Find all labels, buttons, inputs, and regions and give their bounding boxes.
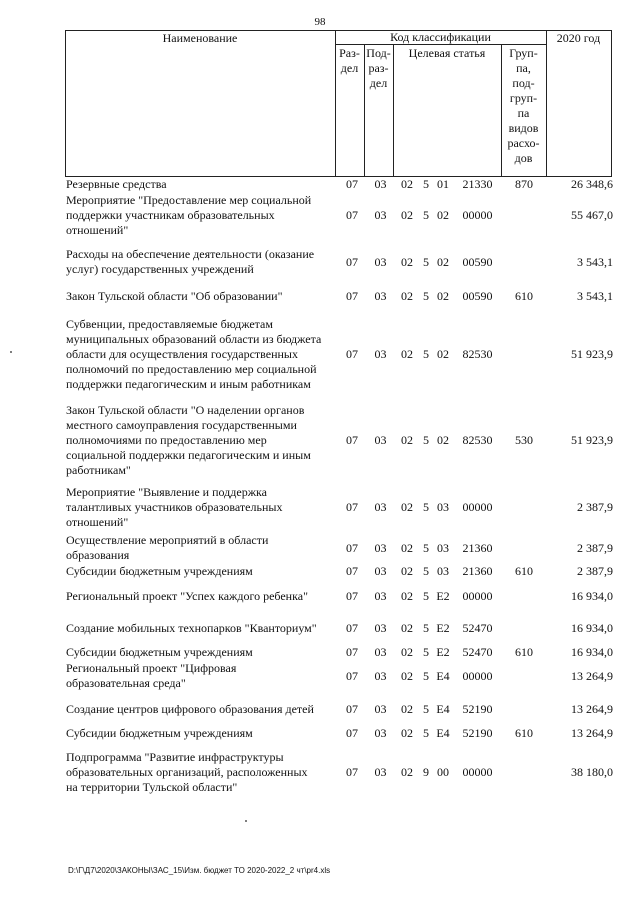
row-podrazdel: 03 (374, 669, 387, 683)
row-podrazdel: 03 (374, 433, 387, 447)
row-podrazdel: 03 (374, 726, 387, 740)
row-razdel: 07 (346, 726, 358, 740)
row-cs3: E2 (436, 645, 450, 659)
table-header (65, 30, 612, 176)
row-vr: 610 (515, 645, 533, 659)
row-amount: 16 934,0 (571, 621, 613, 635)
row-name: Региональный проект "Успех каждого ребенка" (66, 589, 308, 603)
row-cs4: 00000 (462, 669, 493, 683)
row-cs2: 5 (423, 645, 429, 659)
row-cs1: 02 (401, 289, 413, 303)
row-razdel: 07 (346, 589, 358, 603)
scan-speck (10, 351, 12, 353)
row-podrazdel: 03 (374, 500, 387, 514)
row-podrazdel: 03 (374, 702, 387, 716)
header-code-group: Код классификации (390, 30, 491, 44)
row-name: Региональный проект "Цифровая образовательная среда" (66, 661, 237, 690)
page-number: 98 (314, 16, 326, 28)
row-cs1: 02 (401, 347, 413, 361)
row-cs1: 02 (401, 541, 413, 555)
row-podrazdel: 03 (374, 289, 387, 303)
row-amount: 2 387,9 (577, 541, 613, 555)
row-name: Создание центров цифрового образования детей (66, 702, 314, 716)
row-cs4: 82530 (462, 433, 493, 447)
header-target-article: Целевая статья (408, 46, 486, 60)
row-cs3: 02 (437, 347, 449, 361)
row-cs1: 02 (401, 500, 413, 514)
row-cs3: 02 (437, 255, 449, 269)
row-cs4: 00590 (462, 255, 493, 269)
row-cs1: 02 (401, 726, 413, 740)
row-cs3: 03 (437, 500, 449, 514)
row-cs2: 5 (423, 621, 429, 635)
row-razdel: 07 (346, 500, 358, 514)
row-podrazdel: 03 (374, 208, 387, 222)
row-cs1: 02 (401, 621, 413, 635)
row-amount: 51 923,9 (571, 347, 613, 361)
row-cs2: 5 (423, 347, 429, 361)
row-name: Осуществление мероприятий в области образования (66, 533, 269, 562)
row-vr: 610 (515, 289, 533, 303)
row-cs1: 02 (401, 765, 413, 779)
row-cs3: E4 (436, 702, 450, 716)
row-cs3: 03 (437, 541, 449, 555)
row-cs3: E2 (436, 621, 450, 635)
row-cs2: 5 (423, 589, 429, 603)
row-name: Мероприятие "Предоставление мер социальной поддержки участникам образовательных отношений" (66, 193, 312, 237)
row-amount: 13 264,9 (571, 702, 613, 716)
row-amount: 38 180,0 (571, 765, 613, 779)
row-amount: 51 923,9 (571, 433, 613, 447)
row-cs4: 21330 (462, 177, 493, 191)
row-cs2: 5 (423, 669, 429, 683)
row-cs4: 00000 (462, 765, 493, 779)
row-cs2: 5 (423, 255, 429, 269)
row-razdel: 07 (346, 289, 358, 303)
row-amount: 3 543,1 (577, 289, 613, 303)
row-cs2: 5 (423, 433, 429, 447)
row-podrazdel: 03 (374, 541, 387, 555)
row-amount: 13 264,9 (571, 726, 613, 740)
row-name: Закон Тульской области "О наделении органов местного самоуправления государственными полномочиями по предоставлению мер социальной поддержки педагогическим и иным работникам" (66, 403, 311, 477)
row-podrazdel: 03 (374, 347, 387, 361)
row-razdel: 07 (346, 765, 358, 779)
row-podrazdel: 03 (374, 255, 387, 269)
row-cs4: 21360 (462, 564, 493, 578)
row-cs4: 00000 (462, 208, 493, 222)
row-amount: 55 467,0 (571, 208, 613, 222)
row-razdel: 07 (346, 541, 358, 555)
row-podrazdel: 03 (374, 177, 387, 191)
row-podrazdel: 03 (374, 765, 387, 779)
row-vr: 610 (515, 726, 533, 740)
row-cs2: 5 (423, 208, 429, 222)
file-path-footer: D:\Г\Д7\2020\ЗАКОНЫ\ЗАС_15\Изм. бюджет ТО 2020-2022_2 чт\pr4.xls (68, 866, 331, 875)
row-cs4: 52470 (462, 621, 493, 635)
row-cs1: 02 (401, 433, 413, 447)
row-razdel: 07 (346, 702, 358, 716)
row-cs3: E2 (436, 589, 450, 603)
row-cs1: 02 (401, 702, 413, 716)
scan-speck (245, 820, 247, 822)
row-cs2: 5 (423, 564, 429, 578)
row-amount: 16 934,0 (571, 645, 613, 659)
row-cs1: 02 (401, 208, 413, 222)
row-cs3: 03 (437, 564, 449, 578)
row-razdel: 07 (346, 621, 358, 635)
row-cs4: 52470 (462, 645, 493, 659)
row-cs1: 02 (401, 177, 413, 191)
row-podrazdel: 03 (374, 645, 387, 659)
row-razdel: 07 (346, 564, 358, 578)
row-razdel: 07 (346, 177, 358, 191)
row-vr: 610 (515, 564, 533, 578)
row-cs1: 02 (401, 255, 413, 269)
row-cs2: 5 (423, 289, 429, 303)
row-cs4: 00000 (462, 500, 493, 514)
row-amount: 16 934,0 (571, 589, 613, 603)
row-cs1: 02 (401, 645, 413, 659)
row-amount: 13 264,9 (571, 669, 613, 683)
row-name: Закон Тульской области "Об образовании" (66, 289, 283, 303)
row-cs4: 21360 (462, 541, 493, 555)
row-name: Подпрограмма "Развитие инфраструктуры образовательных организаций, расположенных на территории Тульской области" (66, 750, 308, 794)
row-cs2: 5 (423, 541, 429, 555)
row-cs4: 52190 (462, 726, 493, 740)
row-cs4: 52190 (462, 702, 493, 716)
row-cs3: 00 (437, 765, 449, 779)
row-podrazdel: 03 (374, 564, 387, 578)
row-cs4: 00000 (462, 589, 493, 603)
row-cs4: 00590 (462, 289, 493, 303)
row-cs2: 9 (423, 765, 429, 779)
row-amount: 2 387,9 (577, 500, 613, 514)
row-razdel: 07 (346, 433, 358, 447)
row-amount: 2 387,9 (577, 564, 613, 578)
row-razdel: 07 (346, 669, 358, 683)
row-name: Субсидии бюджетным учреждениям (66, 726, 253, 740)
row-podrazdel: 03 (374, 621, 387, 635)
row-amount: 26 348,6 (571, 177, 613, 191)
row-name: Создание мобильных технопарков "Кванториум" (66, 621, 317, 635)
row-cs3: 02 (437, 289, 449, 303)
row-razdel: 07 (346, 255, 358, 269)
row-cs1: 02 (401, 589, 413, 603)
row-amount: 3 543,1 (577, 255, 613, 269)
row-cs3: E4 (436, 669, 450, 683)
row-razdel: 07 (346, 347, 358, 361)
header-subsection: Под- раз- дел (366, 46, 391, 90)
header-name: Наименование (162, 31, 238, 45)
row-cs4: 82530 (462, 347, 493, 361)
row-razdel: 07 (346, 208, 358, 222)
row-cs2: 5 (423, 177, 429, 191)
row-cs3: 01 (437, 177, 449, 191)
row-podrazdel: 03 (374, 589, 387, 603)
row-name: Расходы на обеспечение деятельности (оказание услуг) государственных учреждений (66, 247, 315, 276)
row-name: Субсидии бюджетным учреждениям (66, 564, 253, 578)
header-year: 2020 год (556, 31, 601, 45)
row-vr: 870 (515, 177, 533, 191)
row-name: Мероприятие "Выявление и поддержка талантливых участников образовательных отношений" (66, 485, 283, 529)
row-name: Субвенции, предоставляемые бюджетам муниципальных образований области из бюджета области для осуществления государственных полномочий по предоставлению мер социальной поддержки педагогическим и иным работникам (66, 317, 322, 391)
row-razdel: 07 (346, 645, 358, 659)
header-expense-group: Груп- па, под- груп- па видов расхо- дов (507, 46, 540, 165)
row-vr: 530 (515, 433, 533, 447)
row-name: Резервные средства (66, 177, 167, 191)
row-cs2: 5 (423, 726, 429, 740)
header-section: Раз- дел (339, 46, 360, 75)
row-cs3: E4 (436, 726, 450, 740)
row-name: Субсидии бюджетным учреждениям (66, 645, 253, 659)
row-cs1: 02 (401, 564, 413, 578)
row-cs2: 5 (423, 702, 429, 716)
row-cs1: 02 (401, 669, 413, 683)
row-cs3: 02 (437, 433, 449, 447)
row-cs2: 5 (423, 500, 429, 514)
row-cs3: 02 (437, 208, 449, 222)
